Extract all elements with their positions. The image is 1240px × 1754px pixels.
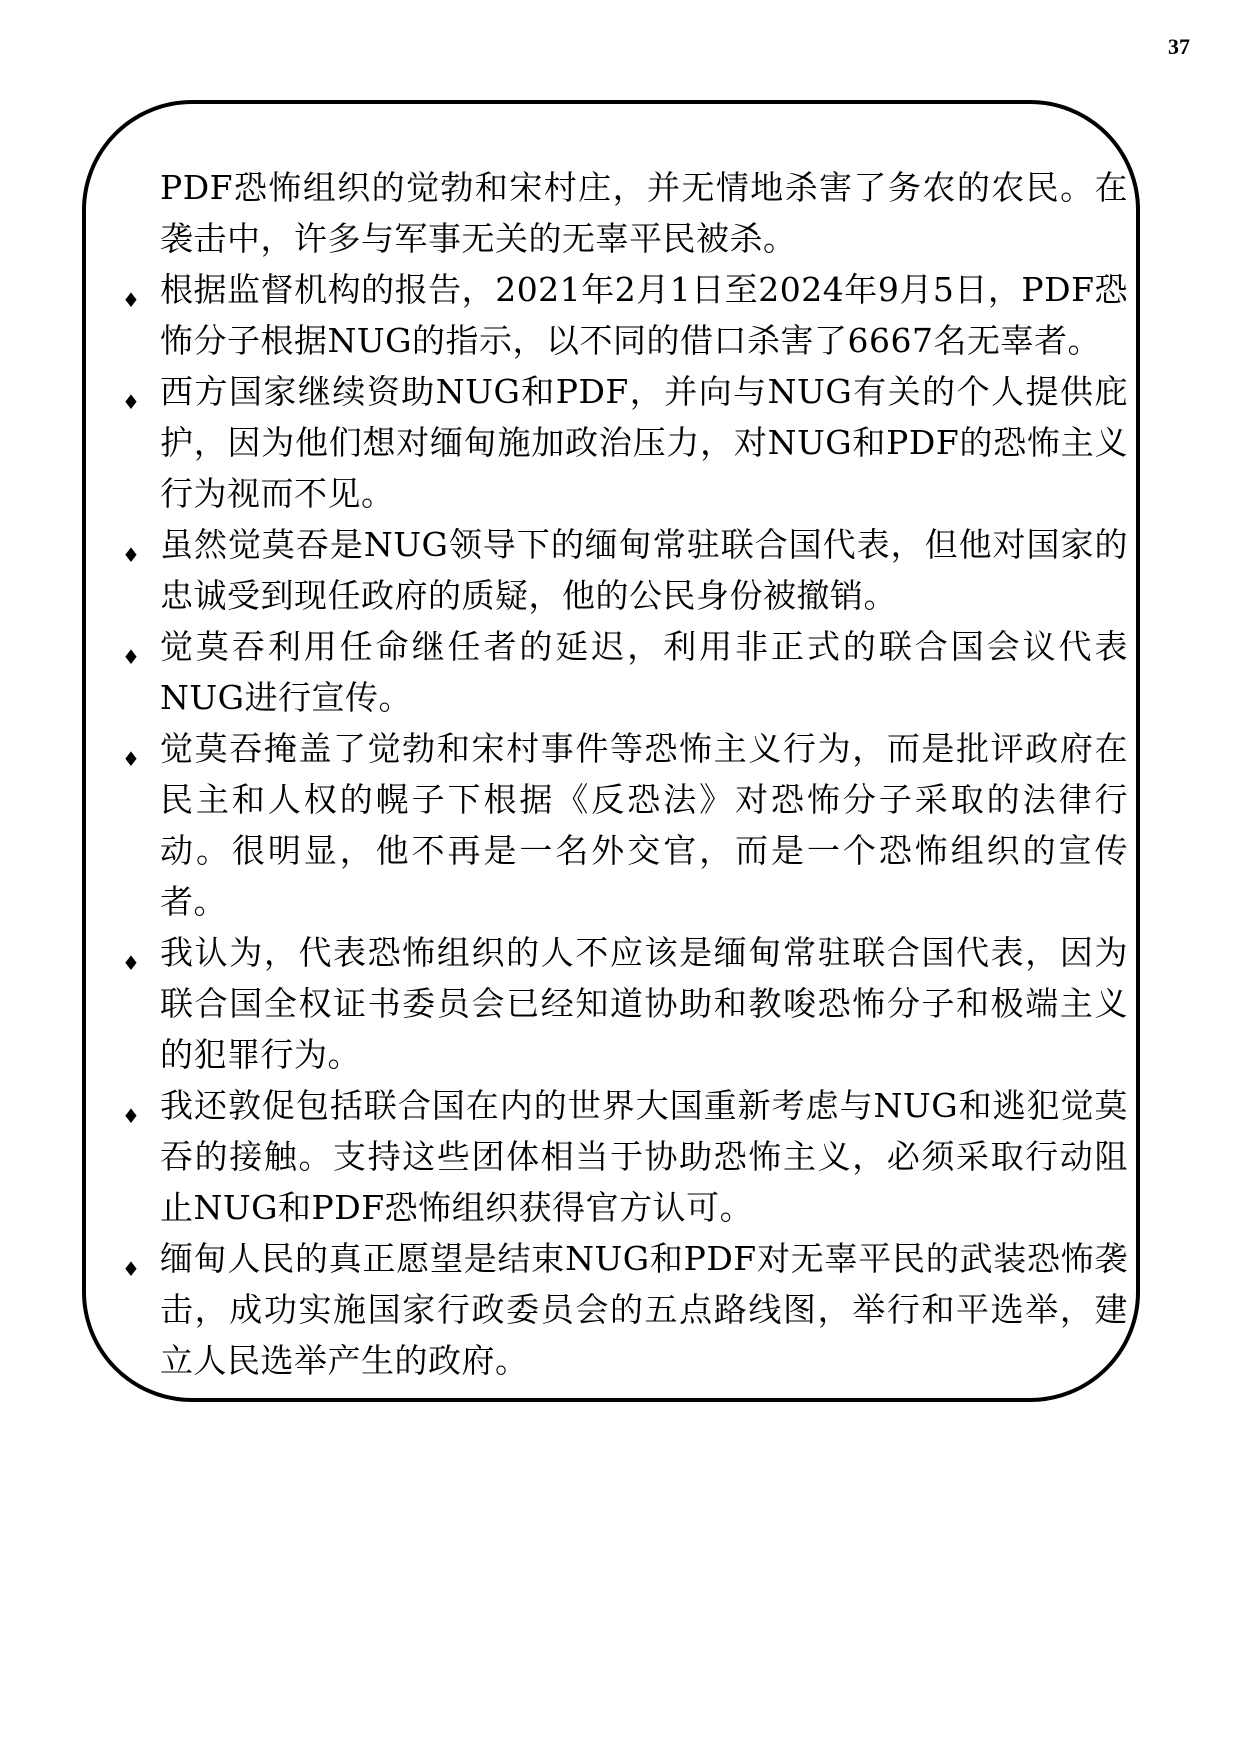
bullet-text: 缅甸人民的真正愿望是结束NUG和PDF对无辜平民的武装恐怖袭击，成功实施国家行政委员会的五点路线图，举行和平选举，建立人民选举产生的政府。 <box>160 1239 1128 1380</box>
bullet-item <box>118 366 1128 519</box>
diamond-bullet-icon: ♦ <box>122 390 141 414</box>
bullet-text: 我还敦促包括联合国在内的世界大国重新考虑与NUG和逃犯觉莫吞的接触。支持这些团体相当于协助恐怖主义，必须采取行动阻止NUG和PDF恐怖组织获得官方认可。 <box>160 1086 1128 1227</box>
bullet-item <box>118 1233 1128 1386</box>
continuation-paragraph <box>118 162 1128 264</box>
bullet-item <box>118 621 1128 723</box>
bullet-text: 我认为，代表恐怖组织的人不应该是缅甸常驻联合国代表，因为联合国全权证书委员会已经知道协助和教唆恐怖分子和极端主义的犯罪行为。 <box>160 933 1128 1074</box>
bullet-item <box>118 264 1128 366</box>
bullet-item <box>118 519 1128 621</box>
bullet-item <box>118 723 1128 927</box>
diamond-bullet-icon: ♦ <box>122 951 141 975</box>
bullet-text: 觉莫吞掩盖了觉勃和宋村事件等恐怖主义行为，而是批评政府在民主和人权的幌子下根据《反恐法》对恐怖分子采取的法律行动。很明显，他不再是一名外交官，而是一个恐怖组织的宣传者。 <box>160 729 1128 921</box>
document-content <box>118 162 1128 1386</box>
bullet-text: 西方国家继续资助NUG和PDF，并向与NUG有关的个人提供庇护，因为他们想对缅甸施加政治压力，对NUG和PDF的恐怖主义行为视而不见。 <box>160 372 1128 513</box>
diamond-bullet-icon: ♦ <box>122 1104 141 1128</box>
paragraph-text: PDF恐怖组织的觉勃和宋村庄，并无情地杀害了务农的农民。在袭击中，许多与军事无关的无辜平民被杀。 <box>160 168 1128 258</box>
diamond-bullet-icon: ♦ <box>122 543 141 567</box>
bullet-text: 虽然觉莫吞是NUG领导下的缅甸常驻联合国代表，但他对国家的忠诚受到现任政府的质疑，他的公民身份被撤销。 <box>160 525 1128 615</box>
page-number: 37 <box>1168 34 1190 59</box>
diamond-bullet-icon: ♦ <box>122 1257 141 1281</box>
bullet-item <box>118 927 1128 1080</box>
diamond-bullet-icon: ♦ <box>122 747 141 771</box>
diamond-bullet-icon: ♦ <box>122 288 141 312</box>
bullet-text: 觉莫吞利用任命继任者的延迟，利用非正式的联合国会议代表NUG进行宣传。 <box>160 627 1128 717</box>
bullet-item <box>118 1080 1128 1233</box>
bullet-text: 根据监督机构的报告，2021年2月1日至2024年9月5日，PDF恐怖分子根据NUG的指示，以不同的借口杀害了6667名无辜者。 <box>160 270 1128 360</box>
diamond-bullet-icon: ♦ <box>122 645 141 669</box>
